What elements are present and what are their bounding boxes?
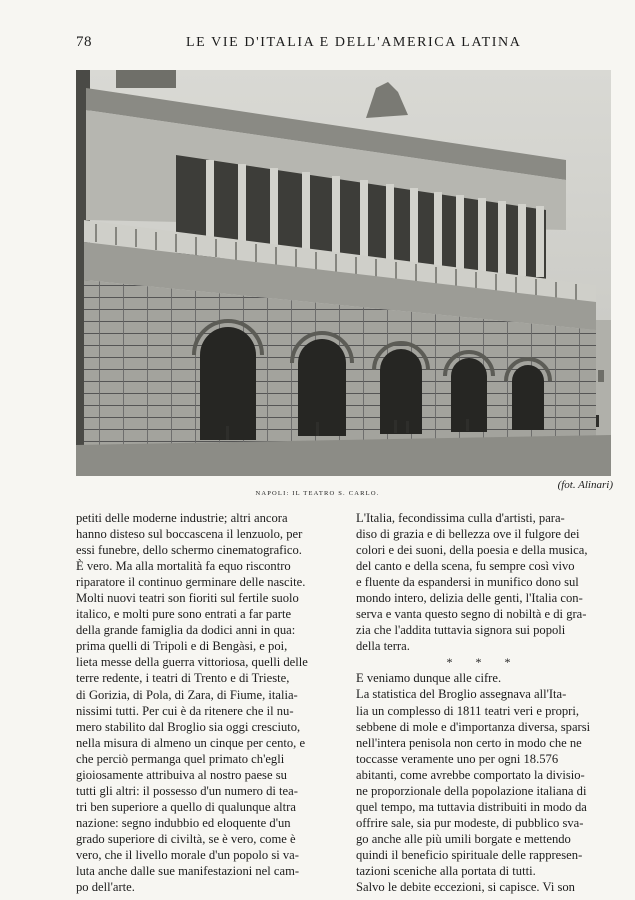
- text-line: colori e dei suoni, della poesia e della musica,: [356, 543, 588, 558]
- text-line: che perciò permanga quel primato ch'egli: [76, 751, 285, 766]
- text-line: lia un complesso di 1811 teatri veri e propri,: [356, 703, 580, 718]
- text-line: ne proporzionale della popolazione italiana di: [356, 783, 587, 798]
- section-break: * * *: [446, 655, 521, 670]
- text-line: L'Italia, fecondissima culla d'artisti, para-: [356, 511, 565, 525]
- text-line: sebbene di mole e d'importanza diversa, sparsi: [356, 719, 591, 734]
- text-line: petiti delle moderne industrie; altri ancora: [76, 511, 288, 525]
- text-line: serva e vanta questo segno di nobiltà e di gra-: [356, 607, 587, 622]
- text-line: hanno disteso sul boccascena il lenzuolo, per: [76, 527, 303, 542]
- facade-illustration: [76, 70, 611, 476]
- text-line: tri ben superiore a quello di qualunque altra: [76, 799, 296, 814]
- photo-credit: (fot. Alinari): [557, 479, 613, 491]
- text-line: E veniamo dunque alle cifre.: [356, 671, 502, 686]
- text-line: tazioni sceniche alla portata di tutti.: [356, 863, 536, 878]
- text-line: nell'intera penisola non certo in modo che ne: [356, 735, 582, 750]
- text-line: È vero. Ma alla mortalità fa equo riscontro: [76, 559, 291, 574]
- text-line: del canto e della scena, fu sempre così vivo: [356, 559, 575, 574]
- text-line: e fluente da espandersi in munifico dono sul: [356, 575, 579, 590]
- left-column: [76, 510, 331, 895]
- text-line: nissimi tutti. Per cui è da ritenere che il nu-: [76, 703, 294, 718]
- text-line: diso di grazia e di bellezza ove il fulgore dei: [356, 527, 580, 542]
- figure-caption: NAPOLI: IL TEATRO S. CARLO.: [255, 490, 380, 497]
- text-line: zia che l'addita tuttavia signora sui popoli: [356, 623, 566, 638]
- text-line: Molti nuovi teatri son fioriti sul fertile suolo: [76, 591, 299, 606]
- text-line: riparatore il continuo germinare delle nascite.: [76, 575, 306, 590]
- text-line: gioiosamente attribuiva al nostro paese su: [76, 767, 287, 782]
- text-line: vero, che il livello morale d'un popolo si va-: [76, 847, 299, 862]
- text-line: italico, e molti pure sono entrati a far parte: [76, 607, 292, 622]
- page-number: 78: [76, 34, 92, 50]
- teatro-san-carlo-photo: [76, 70, 611, 476]
- text-line: quindi il beneficio spirituale delle rappresen-: [356, 847, 583, 862]
- text-line: quel tempo, ma tuttavia distribuiti in modo da: [356, 799, 587, 814]
- right-column: [356, 510, 611, 895]
- text-line: nazione: segno indubbio ed eloquente d'un: [76, 815, 291, 830]
- running-header: [76, 34, 616, 54]
- text-line: go anche alle più umili borgate e mettendo: [356, 831, 571, 846]
- running-title: LE VIE D'ITALIA E DELL'AMERICA LATINA: [186, 35, 522, 50]
- text-line: mero stabilito dal Broglio sia oggi cresciuto,: [76, 719, 301, 734]
- text-line: offrire sale, sia pur modeste, di pubblico sva-: [356, 815, 584, 830]
- text-line: Salvo le debite eccezioni, si capisce. Vi son: [356, 880, 575, 895]
- text-line: lieta messe della guerra vittoriosa, quelli delle: [76, 655, 308, 670]
- text-line: nella misura di almeno un cinque per cento, e: [76, 735, 306, 750]
- text-line: abitanti, come avrebbe comportato la divisio-: [356, 767, 585, 782]
- text-line: essi funebre, dello schermo cinematografico.: [76, 543, 302, 558]
- text-line: di Gorizia, di Pola, di Zara, di Fiume, italia-: [76, 687, 298, 702]
- text-line: della grande famiglia da dodici anni in qua:: [76, 623, 296, 638]
- text-line: mondo intero, delizia delle genti, l'Italia con-: [356, 591, 583, 606]
- text-line: po dell'arte.: [76, 880, 135, 895]
- text-line: della terra.: [356, 639, 410, 654]
- text-line: terre redente, i teatri di Trento e di Trieste,: [76, 671, 290, 686]
- text-line: grado superiore di civiltà, se è vero, come è: [76, 831, 296, 846]
- text-line: prima quelli di Tripoli e di Bengàsi, e poi,: [76, 639, 288, 654]
- text-line: tutti gli altri: il possesso d'un numero di tea-: [76, 783, 298, 798]
- text-line: toccasse veramente uno per ogni 18.576: [356, 751, 559, 766]
- text-line: luta anche dalle sue manifestazioni nel cam-: [76, 864, 300, 879]
- text-line: La statistica del Broglio assegnava all'Ita-: [356, 687, 567, 702]
